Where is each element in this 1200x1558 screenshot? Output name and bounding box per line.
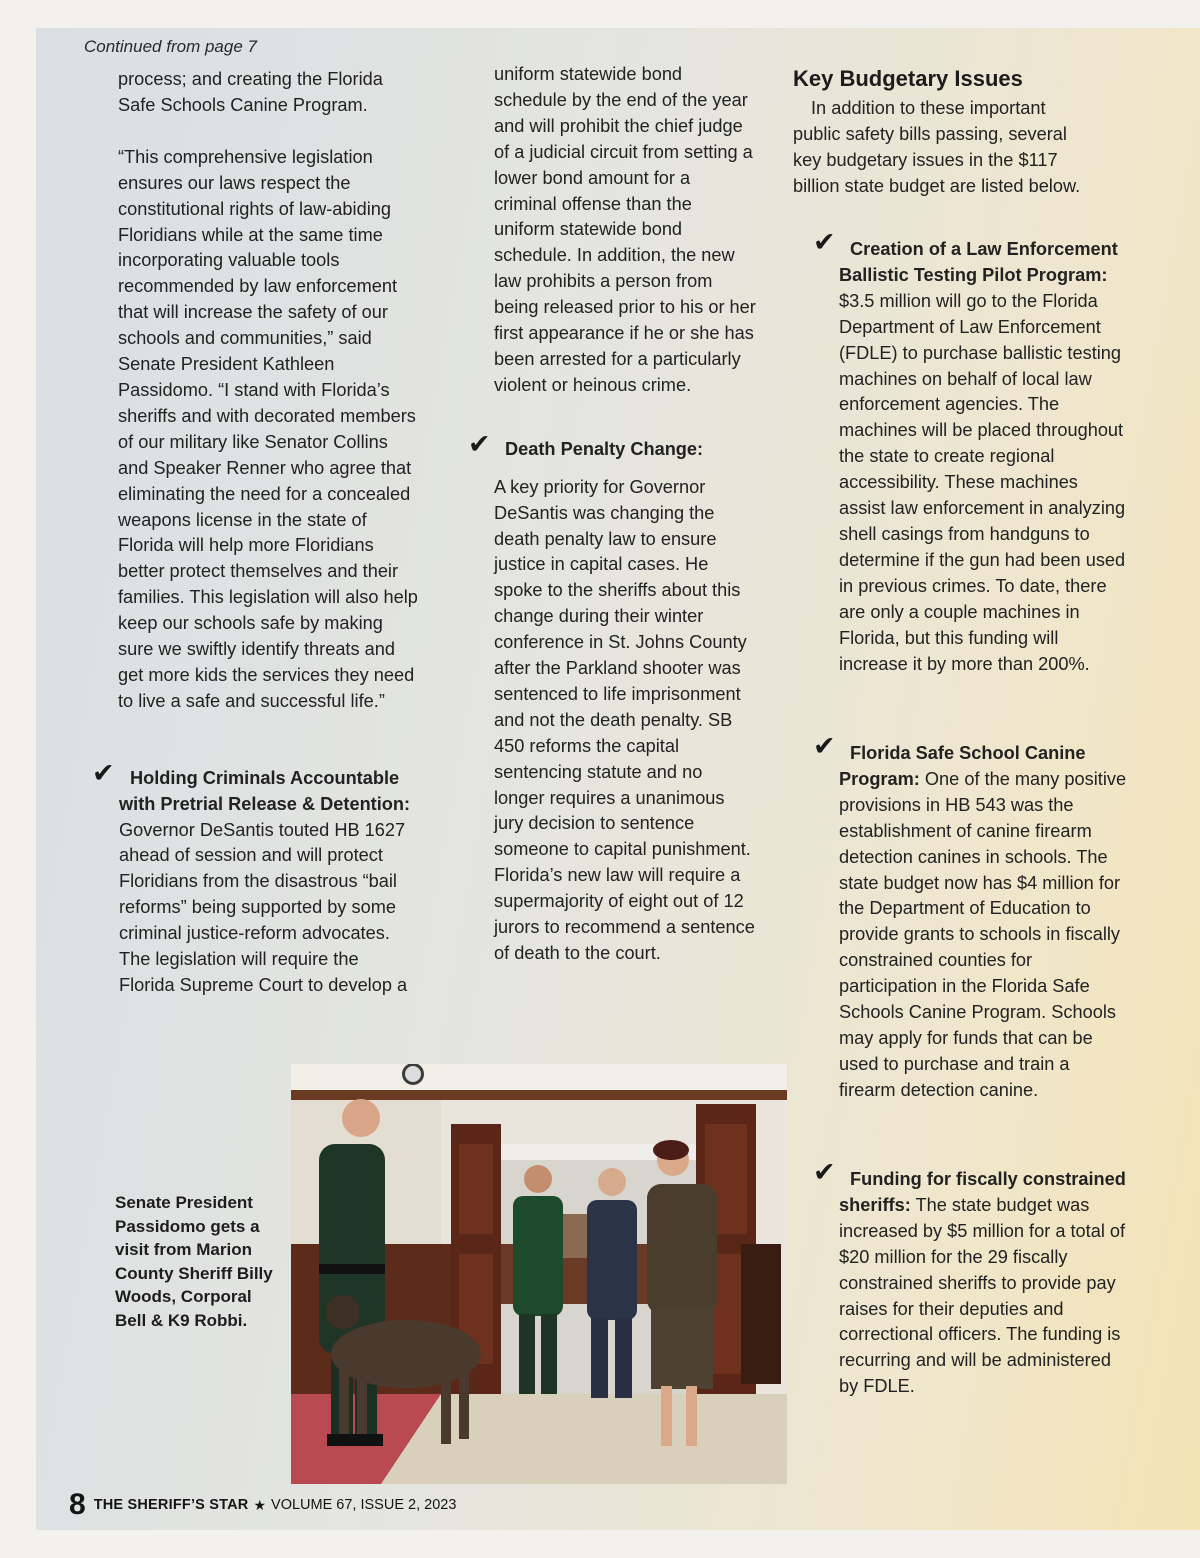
- photo-caption: Senate President Passidomo gets a visit from Marion County Sheriff Billy Woods, Corporal Bell & K9 Robbi.: [115, 1193, 273, 1330]
- checkmark-icon: ✔: [813, 731, 836, 761]
- bullet-heading: Florida Safe School Canine Program:: [839, 743, 1086, 789]
- issue-volume: VOLUME 67, ISSUE 2, 2023: [271, 1497, 457, 1513]
- budget-item-sheriffs: [813, 1157, 1131, 1400]
- bullet-death-penalty: [468, 428, 756, 463]
- continued-note: Continued from page 7: [84, 37, 257, 56]
- budget-item-ballistic: [813, 227, 1129, 677]
- bullet-text: The state budget was increased by $5 million for a total of $20 million for the 29 fiscally constrained sheriffs to provide pay raises for their deputies and correctional officers. The funding is recurring and will be administered by FDLE.: [839, 1194, 1126, 1397]
- bullet-text: One of the many positive provisions in HB 543 was the establishment of canine firearm detection canines in schools. The state budget now has $4 million for the Department of Education to provide grants to schools in fiscally constrained counties for participation in the Florida Safe Schools Canine Program. Schools may apply for funds that can be used to purchase and train a firearm detection canine.: [839, 768, 1127, 1100]
- page-footer: [69, 1487, 456, 1523]
- photo-senate-visit: [291, 1064, 787, 1484]
- bullet-pretrial-release: [92, 757, 418, 999]
- bullet-heading: Holding Criminals Accountable with Pretrial Release & Detention:: [119, 767, 411, 814]
- page-number: 8: [69, 1488, 86, 1521]
- section-title: Key Budgetary Issues: [793, 66, 1023, 91]
- bullet-heading: Funding for fiscally constrained sheriffs:: [839, 1169, 1126, 1215]
- checkmark-icon: ✔: [468, 428, 491, 459]
- col1-paragraph-1: process; and creating the Florida Safe Schools Canine Program.: [118, 69, 383, 115]
- checkmark-icon: ✔: [813, 227, 836, 257]
- budget-item-canine: [813, 731, 1131, 1104]
- checkmark-icon: ✔: [813, 1157, 836, 1187]
- bullet-heading: Death Penalty Change:: [505, 438, 704, 459]
- col2-paragraph-2: A key priority for Governor DeSantis was changing the death penalty law to ensure justice in capital cases. He spoke to the sheriffs about this change during their winter conference in St. Johns County after the Parkland shooter was sentenced to life imprisonment and not the death penalty. SB 450 reforms the capital sentencing statute and no longer requires a unanimous jury decision to sentence someone to capital punishment. Florida’s new law will require a supermajority of eight out of 12 jurors to recommend a sentence of death to the court.: [494, 476, 755, 963]
- publication-name: THE SHERIFF’S STAR: [93, 1497, 249, 1513]
- bullet-text: Governor DeSantis touted HB 1627 ahead of session and will protect Floridians from the disastrous “bail reforms” being supported by some criminal justice-reform advocates. The legislation will require the Florida Supreme Court to develop a: [119, 819, 408, 995]
- col3-intro: In addition to these important public safety bills passing, several key budgetary issues in the $117 billion state budget are listed below.: [793, 98, 1081, 196]
- star-icon: ★: [253, 1496, 267, 1513]
- column-1: [92, 67, 418, 999]
- col1-paragraph-2: “This comprehensive legislation ensures our laws respect the constitutional rights of law-abiding Floridians while at the same time incorporating valuable tools recommended by law enforcement that will increase the safety of our schools and communities,” said Senate President Kathleen Passidomo. “I stand with Florida’s sheriffs and with decorated members of our military like Senator Collins and Speaker Renner who agree that eliminating the need for a concealed weapons license in the state of Florida will help more Floridians better protect themselves and their families. This legislation will also help keep our schools safe by making sure we swiftly identify threats and get more kids the services they need to live a safe and successful life.”: [118, 146, 418, 711]
- col2-paragraph-1: uniform statewide bond schedule by the end of the year and will prohibit the chief judge of a judicial circuit from setting a lower bond amount for a criminal offense than the uniform statewide bond schedule. In addition, the new law prohibits a person from being released prior to his or her first appearance if he or she has been arrested for a particularly violent or heinous crime.: [494, 64, 756, 395]
- column-3: [793, 96, 1098, 200]
- column-2: [468, 62, 756, 967]
- bullet-heading: Creation of a Law Enforcement Ballistic Testing Pilot Program:: [839, 239, 1118, 285]
- bullet-text: $3.5 million will go to the Florida Department of Law Enforcement (FDLE) to purchase ballistic testing machines on behalf of local law enforcement agencies. The machines will be placed throughout the state to create regional accessibility. These machines assist law enforcement in analyzing shell casings from handguns to determine if the gun had been used in previous crimes. To date, there are only a couple machines in Florida, but this funding will increase it by more than 200%.: [839, 290, 1126, 674]
- checkmark-icon: ✔: [92, 757, 115, 788]
